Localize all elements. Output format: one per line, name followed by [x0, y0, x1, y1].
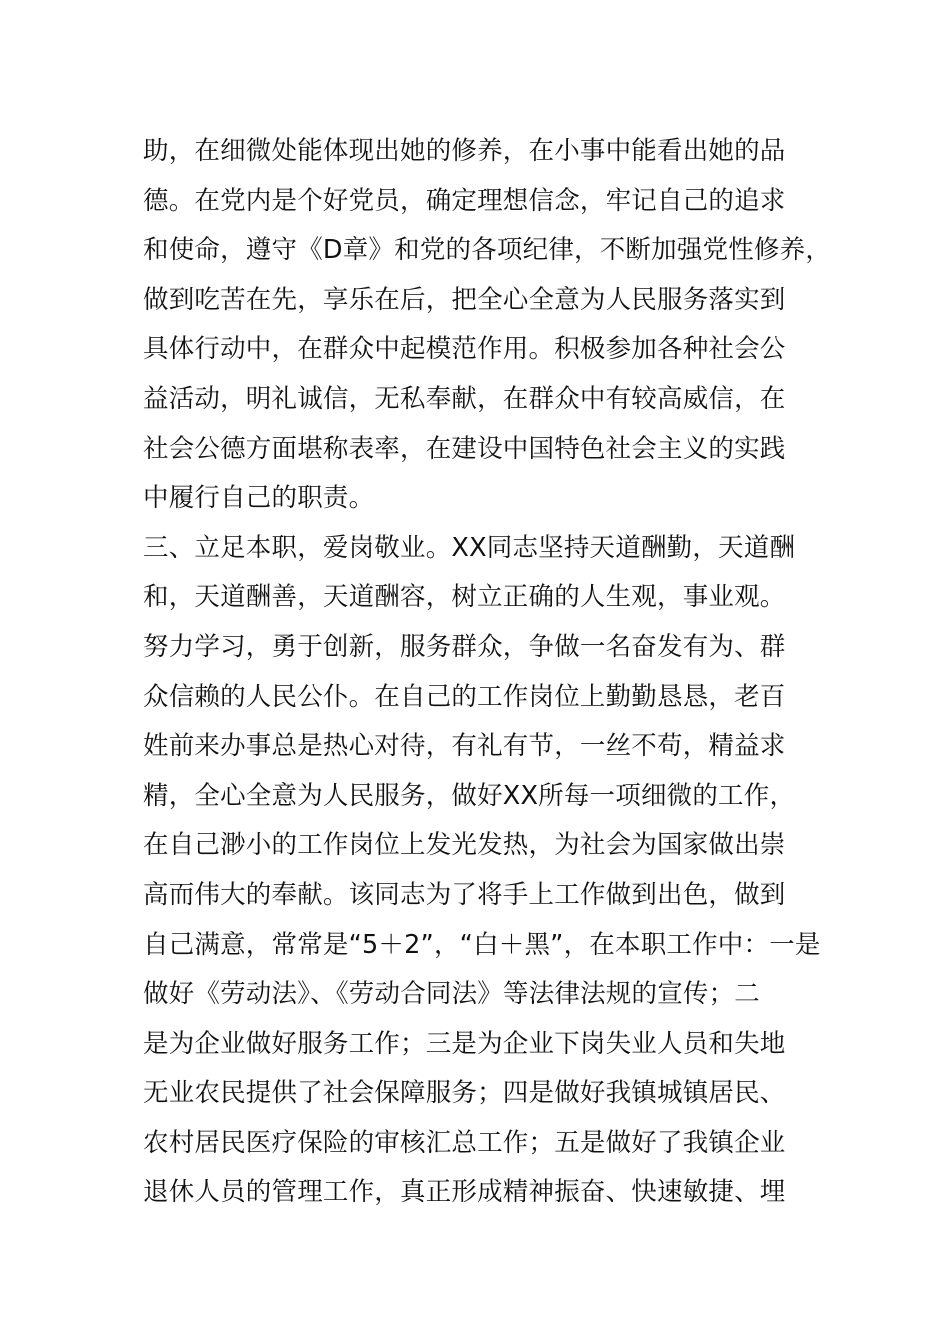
- text-line: 做好《劳动法》、《劳动合同法》等法律法规的宣传；二: [143, 979, 761, 1010]
- text-line: 精，全心全意为人民服务，做好XX所每一项细微的工作，: [143, 780, 796, 811]
- text-line: 中履行自己的职责。: [143, 483, 375, 514]
- text-line: 和，天道酬善，天道酬容，树立正确的人生观，事业观。: [143, 582, 786, 613]
- text-line: 助，在细微处能体现出她的修养，在小事中能看出她的品: [143, 136, 786, 166]
- text-line: 德。在党内是个好党员，确定理想信念，牢记自己的追求: [143, 185, 786, 216]
- text-line: 无业农民提供了社会保障服务；四是做好我镇城镇居民、: [143, 1078, 786, 1109]
- text-line: 在自己渺小的工作岗位上发光发热，为社会为国家做出崇: [143, 830, 786, 861]
- text-line: 姓前来办事总是热心对待，有礼有节，一丝不苟，精益求: [143, 731, 786, 762]
- text-line: 和使命，遵守《D章》和党的各项纪律，不断加强党性修养，: [143, 235, 832, 266]
- text-line: 具体行动中，在群众中起模范作用。积极参加各种社会公: [143, 334, 786, 365]
- section-heading-line: 三、立足本职，爱岗敬业。XX同志坚持天道酬勤，天道酬: [143, 532, 796, 563]
- text-line: 是为企业做好服务工作；三是为企业下岗失业人员和失地: [143, 1028, 786, 1059]
- text-line: 做到吃苦在先，享乐在后，把全心全意为人民服务落实到: [143, 284, 786, 315]
- body-text: [143, 127, 843, 1218]
- text-line: 社会公德方面堪称表率，在建设中国特色社会主义的实践: [143, 433, 786, 464]
- text-line: 益活动，明礼诚信，无私奉献，在群众中有较高威信，在: [143, 383, 786, 414]
- text-line: 农村居民医疗保险的审核汇总工作；五是做好了我镇企业: [143, 1127, 786, 1158]
- text-line: 众信赖的人民公仆。在自己的工作岗位上勤勤恳恳，老百: [143, 681, 786, 712]
- text-line: 自己满意，常常是“5＋2”，“白＋黑”，在本职工作中：一是: [143, 929, 821, 960]
- text-line: 退休人员的管理工作，真正形成精神振奋、快速敏捷、埋: [143, 1177, 786, 1208]
- text-line: 努力学习，勇于创新，服务群众，争做一名奋发有为、群: [143, 631, 786, 662]
- text-line: 高而伟大的奉献。该同志为了将手上工作做到出色，做到: [143, 879, 786, 910]
